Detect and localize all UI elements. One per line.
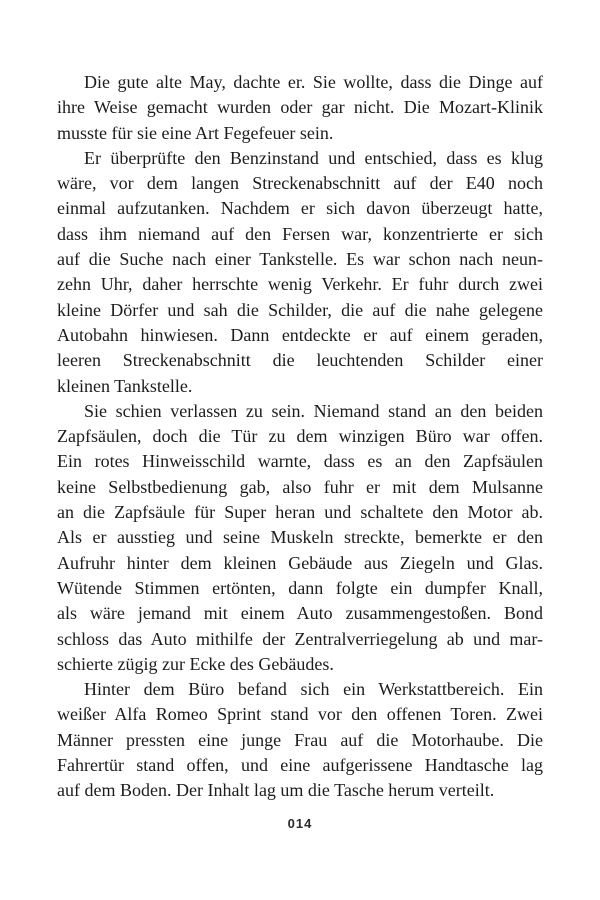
text-line: musste für sie eine Art Fegefeuer sein. [57, 122, 334, 143]
text-line: schierte zügig zur Ecke des Gebäudes. [57, 653, 334, 674]
text-line: Fahrertür stand offen, und eine aufgerissene Handtasche lag [57, 755, 543, 776]
text-line: Zapfsäulen, doch die Tür zu dem winzigen Büro war offen. [57, 426, 543, 447]
text-line: an die Zapfsäule für Super heran und schaltete den Motor ab. [57, 502, 543, 523]
paragraph [57, 146, 543, 399]
text-line: Die gute alte May, dachte er. Sie wollte, dass die Dinge auf [84, 72, 543, 92]
text-line: einmal aufzutanken. Nachdem er sich davon überzeugt hatte, [57, 198, 543, 219]
text-line: leeren Streckenabschnitt die leuchtenden Schilder einer [57, 350, 543, 371]
text-line: kleinen Tankstelle. [57, 375, 193, 396]
paragraph [57, 70, 543, 146]
page-text [57, 70, 543, 804]
text-line: Als er ausstieg und seine Muskeln streckte, bemerkte er den [57, 527, 543, 548]
text-line: Hinter dem Büro befand sich ein Werkstattbereich. Ein [84, 679, 543, 700]
text-line: Sie schien verlassen zu sein. Niemand stand an den beiden [84, 400, 543, 421]
text-line: Autobahn hinwiesen. Dann entdeckte er auf einem geraden, [57, 324, 543, 345]
text-line: auf die Suche nach einer Tankstelle. Es war schon nach neun- [57, 249, 543, 270]
text-line: schloss das Auto mithilfe der Zentralverriegelung ab und mar- [57, 628, 543, 649]
page-number: 014 [287, 816, 313, 831]
text-line: als wäre jemand mit einem Auto zusammengestoßen. Bond [57, 603, 543, 624]
text-line: Ein rotes Hinweisschild warnte, dass es an den Zapfsäulen [57, 451, 543, 472]
text-line: Wütende Stimmen ertönten, dann folgte ein dumpfer Knall, [57, 577, 543, 598]
text-line: kleine Dörfer und sah die Schilder, die auf die nahe gelegene [57, 299, 543, 320]
paragraph [57, 399, 543, 677]
text-line: ihre Weise gemacht wurden oder gar nicht. Die Mozart-Klinik [57, 97, 543, 118]
text-line: weißer Alfa Romeo Sprint stand vor den offenen Toren. Zwei [57, 704, 543, 725]
text-line: dass ihm niemand auf den Fersen war, konzentrierte er sich [57, 223, 543, 244]
text-line: Männer pressten eine junge Frau auf die Motorhaube. Die [57, 729, 543, 750]
paragraph [57, 677, 543, 803]
text-line: Er überprüfte den Benzinstand und entschied, dass es klug [84, 147, 543, 168]
text-line: wäre, vor dem langen Streckenabschnitt auf der E40 noch [57, 173, 543, 194]
text-line: zehn Uhr, daher herrschte wenig Verkehr. Er fuhr durch zwei [57, 274, 543, 295]
text-line: keine Selbstbedienung gab, also fuhr er mit dem Mulsanne [57, 476, 543, 497]
text-line: auf dem Boden. Der Inhalt lag um die Tasche herum verteilt. [57, 780, 495, 801]
text-line: Aufruhr hinter dem kleinen Gebäude aus Ziegeln und Glas. [57, 552, 543, 573]
